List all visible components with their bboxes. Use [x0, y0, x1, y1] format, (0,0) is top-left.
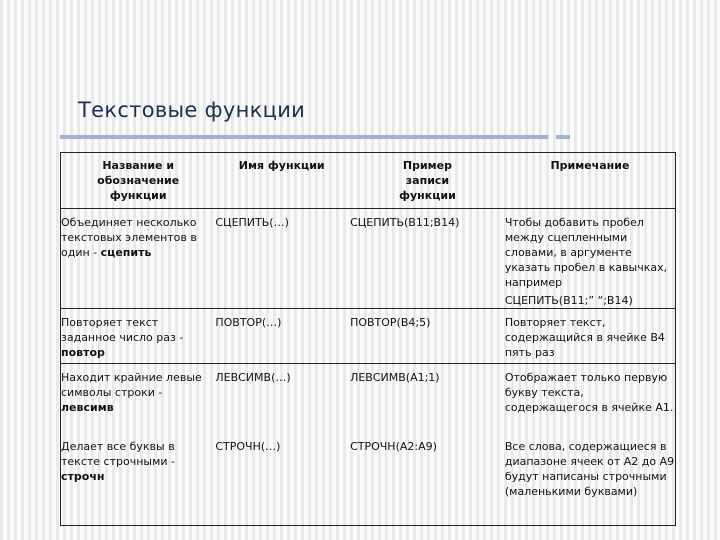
header-note-text: Примечание — [550, 159, 630, 172]
title-underline — [60, 135, 548, 139]
function-name-cell: ПОВТОР(…) — [215, 309, 350, 364]
description-cell — [61, 209, 216, 309]
function-name-cell: СЦЕПИТЬ(…) — [215, 209, 350, 309]
table-row — [61, 364, 676, 434]
table-row — [61, 433, 676, 526]
note-text: Чтобы добавить пробел между сцепленными словами, в аргументе указать пробел в кавычках, например — [504, 216, 668, 289]
note-formula: СЦЕПИТЬ(В11;” “;В14) — [504, 294, 633, 307]
note-cell: Все слова, содержащиеся в диапазоне ячеек от А2 до А9 будут написаны строчными (маленькими буквами) — [504, 440, 675, 498]
slide-title: Текстовые функции — [78, 98, 306, 122]
description-text: Повторяет текст заданное число раз - — [61, 316, 184, 344]
description-cell — [61, 309, 216, 364]
description-cell — [61, 433, 216, 526]
description-text: Делает все буквы в тексте строчными - — [61, 440, 175, 468]
example-cell: ЛЕВСИМВ(А1;1) — [350, 371, 440, 384]
example-cell: СЦЕПИТЬ(В11;В14) — [350, 209, 505, 309]
function-keyword: сцепить — [100, 246, 152, 259]
header-example-text: Пример записи функции — [399, 159, 456, 202]
function-name-cell: СТРОЧН(…) — [215, 440, 281, 453]
table-header-row — [61, 153, 676, 209]
header-note — [505, 153, 676, 209]
header-function-text: Имя функции — [238, 159, 325, 172]
example-cell: СТРОЧН(А2:А9) — [350, 440, 437, 453]
title-underline-accent — [556, 135, 570, 139]
function-name-cell: ЛЕВСИМВ(…) — [215, 371, 291, 384]
function-keyword: повтор — [61, 346, 105, 359]
header-name — [61, 153, 216, 209]
note-cell: Повторяет текст, содержащийся в ячейке В4 пять раз — [505, 309, 676, 364]
header-example — [350, 153, 505, 209]
table-row — [61, 209, 676, 309]
function-keyword: левсимв — [61, 401, 114, 414]
function-keyword: строчн — [61, 470, 105, 483]
note-cell — [505, 209, 676, 309]
description-text: Находит крайние левые символы строки - — [61, 371, 202, 399]
description-cell — [61, 364, 216, 434]
example-cell: ПОВТОР(В4;5) — [350, 309, 505, 364]
header-name-text: Название и обозначение функции — [97, 159, 180, 202]
description-text: Объединяет несколько текстовых элементов в один - — [61, 216, 197, 259]
table-row — [61, 309, 676, 364]
note-cell: Отображает только первую букву текста, содержащегося в ячейке А1. — [504, 371, 674, 414]
text-functions-table — [60, 152, 676, 526]
header-function — [215, 153, 350, 209]
